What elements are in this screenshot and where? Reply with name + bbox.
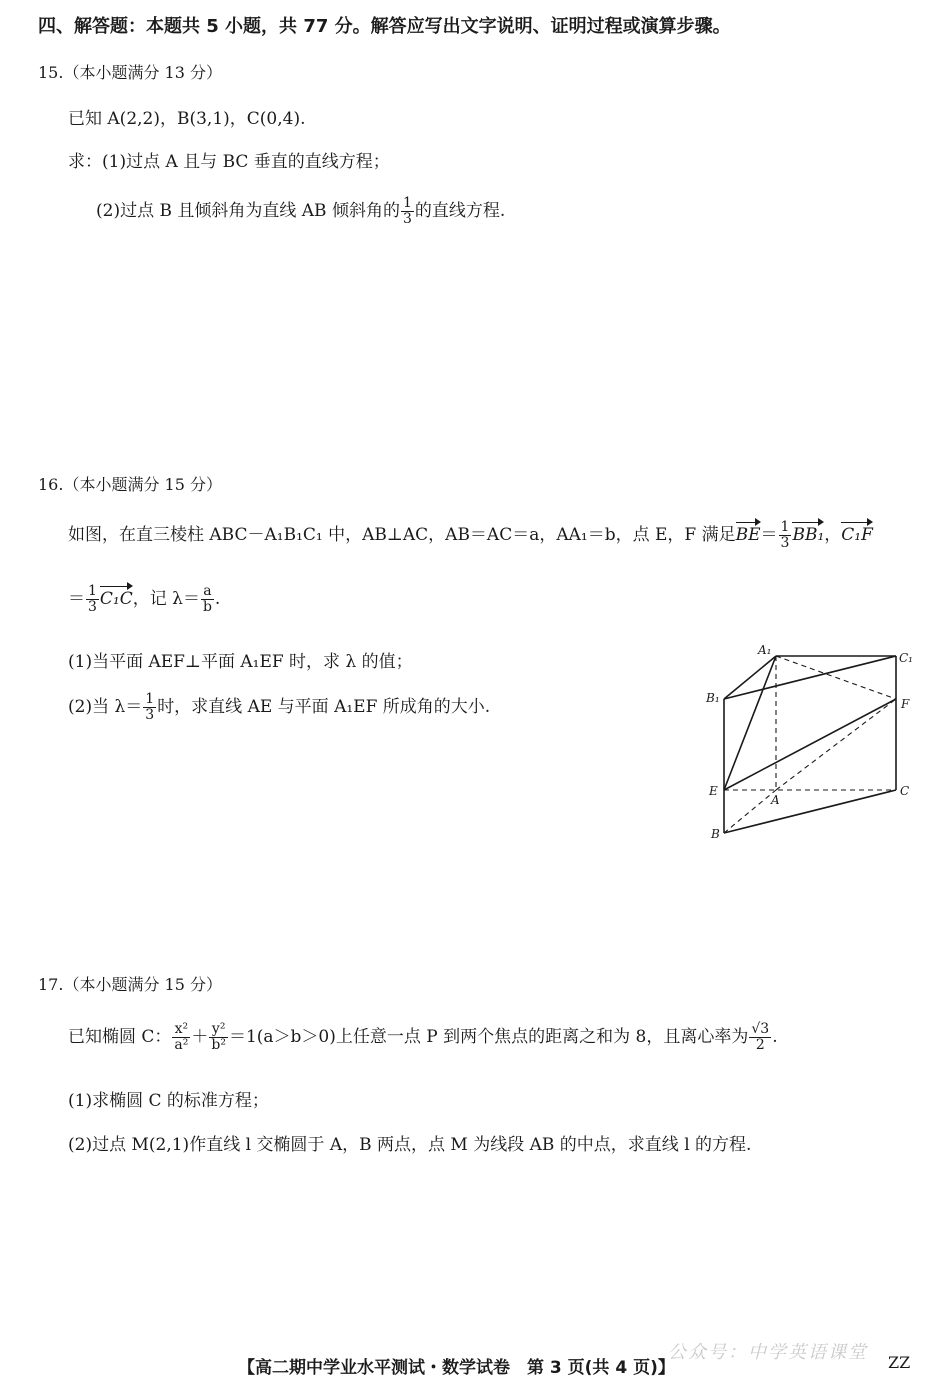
q17-frac-x-num: x² — [172, 1022, 190, 1038]
vector-BE: BE — [736, 521, 761, 545]
q17-given-pre: 已知椭圆 C： — [68, 1027, 172, 1047]
q16-ask2-frac-den: 3 — [145, 707, 155, 723]
label-B1: B₁ — [706, 691, 720, 705]
section-title: 四、解答题：本题共 5 小题，共 77 分。解答应写出文字说明、证明过程或演算步骤。 — [38, 16, 731, 37]
prism-figure — [700, 642, 914, 842]
q17-frac-y — [209, 1022, 228, 1052]
q16-frac2-den: 3 — [88, 599, 97, 615]
q17-frac-x — [172, 1022, 190, 1052]
q16-ask2-frac — [143, 692, 156, 722]
label-C1: C₁ — [899, 651, 913, 665]
q16-comma: ， — [824, 525, 842, 545]
edge-EF — [724, 699, 896, 790]
q17-frac-y-den: b² — [211, 1037, 226, 1053]
vector-C1C: C₁C — [100, 585, 133, 609]
q16-text2-end: . — [214, 589, 221, 609]
q16-text1: 如图，在直三棱柱 ABC－A₁B₁C₁ 中，AB⊥AC，AB＝AC＝a，AA₁＝b，点 E，F 满足 — [68, 525, 736, 545]
q16-frac2-num: 1 — [88, 583, 97, 600]
q17-ask2: (2)过点 M(2,1)作直线 l 交椭圆于 A，B 两点，点 M 为线段 AB 的中点，求直线 l 的方程. — [68, 1135, 752, 1155]
q15-given: 已知 A(2,2)，B(3,1)，C(0,4). — [68, 109, 306, 129]
edge-AF-hidden — [776, 699, 896, 790]
q17-given — [68, 1022, 778, 1053]
q17-frac-e-den: 2 — [755, 1037, 765, 1053]
q16-frac2 — [86, 584, 99, 614]
q15-ask2-pre: (2)过点 B 且倾斜角为直线 AB 倾斜角的 — [96, 201, 400, 221]
q17-given-end: . — [772, 1027, 778, 1047]
q15-fraction-num: 1 — [402, 195, 412, 212]
paper-code: ZZ — [888, 1353, 911, 1372]
q17-ask1: (1)求椭圆 C 的标准方程； — [68, 1091, 269, 1111]
q17-frac-x-den: a² — [174, 1037, 189, 1053]
prism-diagram — [700, 642, 914, 842]
q16-ask2-post: 时，求直线 AE 与平面 A₁EF 所成角的大小. — [157, 697, 491, 717]
page-footer: 【高二期中学业水平测试・数学试卷 第 3 页(共 4 页)】 — [238, 1358, 675, 1378]
label-A1: A₁ — [758, 643, 772, 657]
watermark: 公众号：中学英语课堂 — [668, 1342, 868, 1363]
q16-text-line2 — [68, 584, 220, 615]
q16-ask2-pre: (2)当 λ＝ — [68, 697, 143, 717]
q17-frac-e — [749, 1022, 771, 1052]
edge-EA1 — [724, 656, 776, 790]
q16-eq2: ＝ — [68, 589, 85, 609]
label-F: F — [901, 697, 910, 711]
label-B: B — [711, 827, 720, 841]
q15-ask1: 求：(1)过点 A 且与 BC 垂直的直线方程； — [68, 152, 390, 172]
label-A: A — [771, 793, 780, 807]
q16-frac3-num: a — [201, 584, 214, 600]
q16-frac1 — [779, 520, 792, 550]
q17-heading: 17.（本小题满分 15 分） — [38, 975, 222, 994]
q17-plus: ＋ — [191, 1027, 209, 1047]
q16-frac3 — [201, 584, 214, 614]
q16-frac1-den: 3 — [780, 535, 790, 551]
q16-ask1: (1)当平面 AEF⊥平面 A₁EF 时，求 λ 的值； — [68, 652, 413, 672]
q16-ask2 — [68, 692, 490, 723]
q15-fraction-den: 3 — [402, 211, 412, 227]
q16-heading: 16.（本小题满分 15 分） — [38, 475, 222, 494]
q16-eq1: ＝ — [760, 525, 778, 545]
q17-frac-y-num: y² — [209, 1022, 228, 1038]
q15-fraction — [401, 196, 414, 226]
vector-BB1: BB₁ — [792, 521, 824, 545]
q15-heading: 15.（本小题满分 13 分） — [38, 63, 222, 82]
q16-ask2-frac-num: 1 — [145, 691, 155, 708]
edge-BC — [724, 790, 896, 833]
label-C: C — [900, 784, 910, 798]
q16-text2-mid: ，记 λ＝ — [132, 589, 200, 609]
q16-frac3-den: b — [202, 599, 212, 615]
q17-given-mid: ＝1(a＞b＞0)上任意一点 P 到两个焦点的距离之和为 8，且离心率为 — [228, 1027, 749, 1047]
vector-C1F: C₁F — [841, 521, 873, 545]
edge-A1F-hidden — [776, 656, 896, 699]
q15-ask2-post: 的直线方程. — [414, 201, 506, 221]
q16-text-line1 — [68, 520, 873, 551]
label-E: E — [709, 784, 718, 798]
q16-frac1-num: 1 — [780, 519, 790, 536]
q15-ask2 — [96, 196, 505, 227]
q17-frac-e-num: √3 — [751, 1021, 770, 1038]
